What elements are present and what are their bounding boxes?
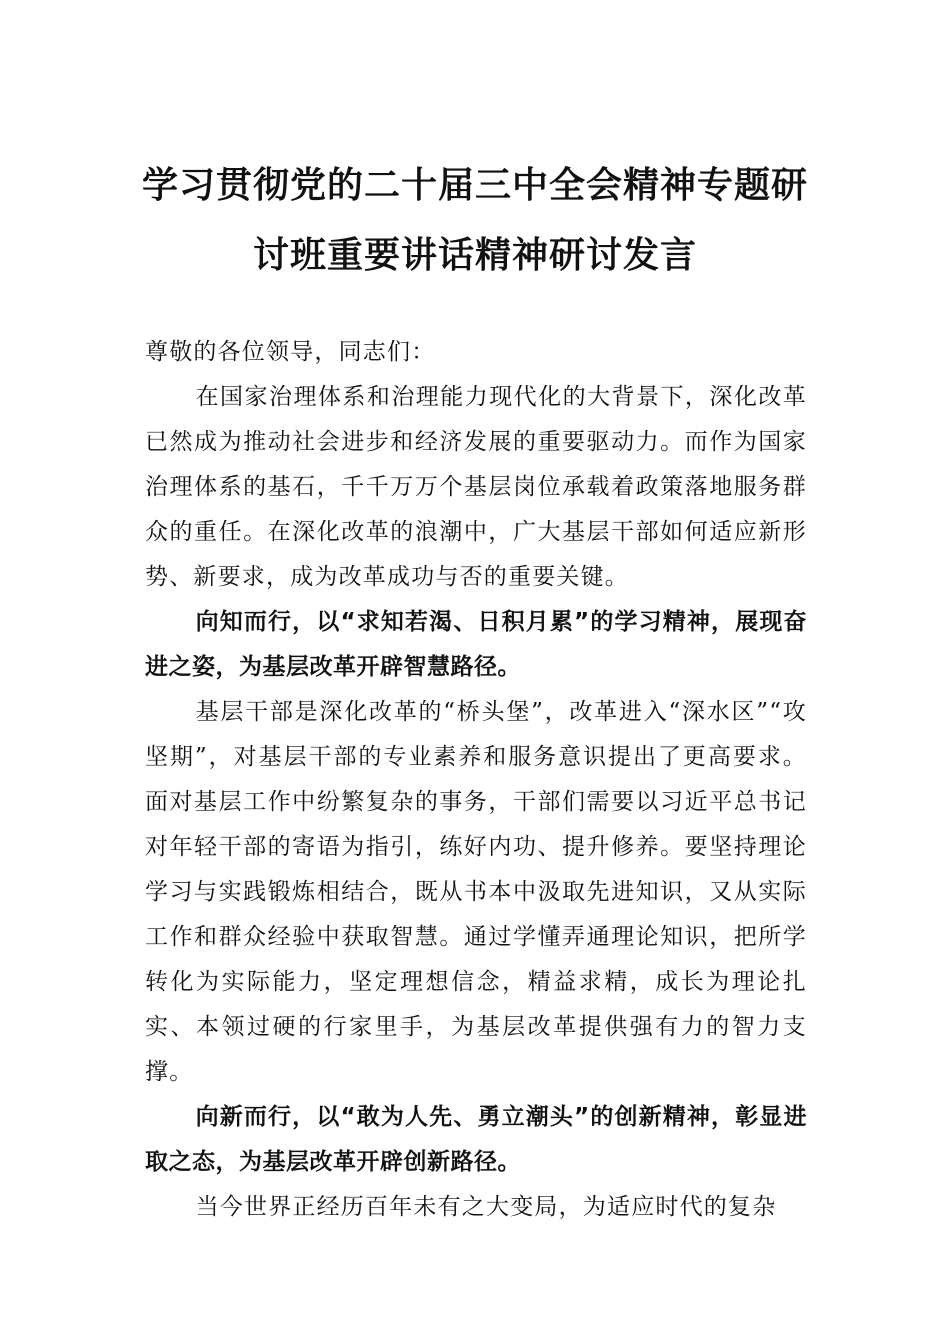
document-title (120, 150, 830, 290)
section-heading-1: 向知而行，以“求知若渴、日积月累”的学习精神，展现奋进之姿，为基层改革开辟智慧路径。 (145, 609, 807, 680)
paragraph-intro: 在国家治理体系和治理能力现代化的大背景下，深化改革已然成为推动社会进步和经济发展的重要驱动力。而作为国家治理体系的基石，千千万万个基层岗位承载着政策落地服务群众的重任。在深化改革的浪潮中，广大基层干部如何适应新形势、新要求，成为改革成功与否的重要关键。 (145, 384, 807, 590)
title-line-1: 学习贯彻党的二十届三中全会精神专题研 (141, 164, 808, 206)
document-body (145, 330, 807, 1230)
paragraph-section-2: 当今世界正经历百年未有之大变局，为适应时代的复杂 (195, 1194, 777, 1220)
section-heading-2: 向新而行，以“敢为人先、勇立潮头”的创新精神，彰显进取之态，为基层改革开辟创新路径。 (145, 1104, 807, 1175)
paragraph-section-1: 基层干部是深化改革的“桥头堡”，改革进入“深水区”“攻坚期”，对基层干部的专业素养和服务意识提出了更高要求。面对基层工作中纷繁复杂的事务，干部们需要以习近平总书记对年轻干部的寄语为指引，练好内功、提升修养。要坚持理论学习与实践锻炼相结合，既从书本中汲取先进知识，又从实际工作和群众经验中获取智慧。通过学懂弄通理论知识，把所学转化为实际能力，坚定理想信念，精益求精，成长为理论扎实、本领过硬的行家里手，为基层改革提供强有力的智力支撑。 (145, 699, 807, 1085)
title-line-2: 讨班重要讲话精神研讨发言 (252, 234, 697, 276)
salutation: 尊敬的各位领导，同志们： (145, 339, 436, 365)
